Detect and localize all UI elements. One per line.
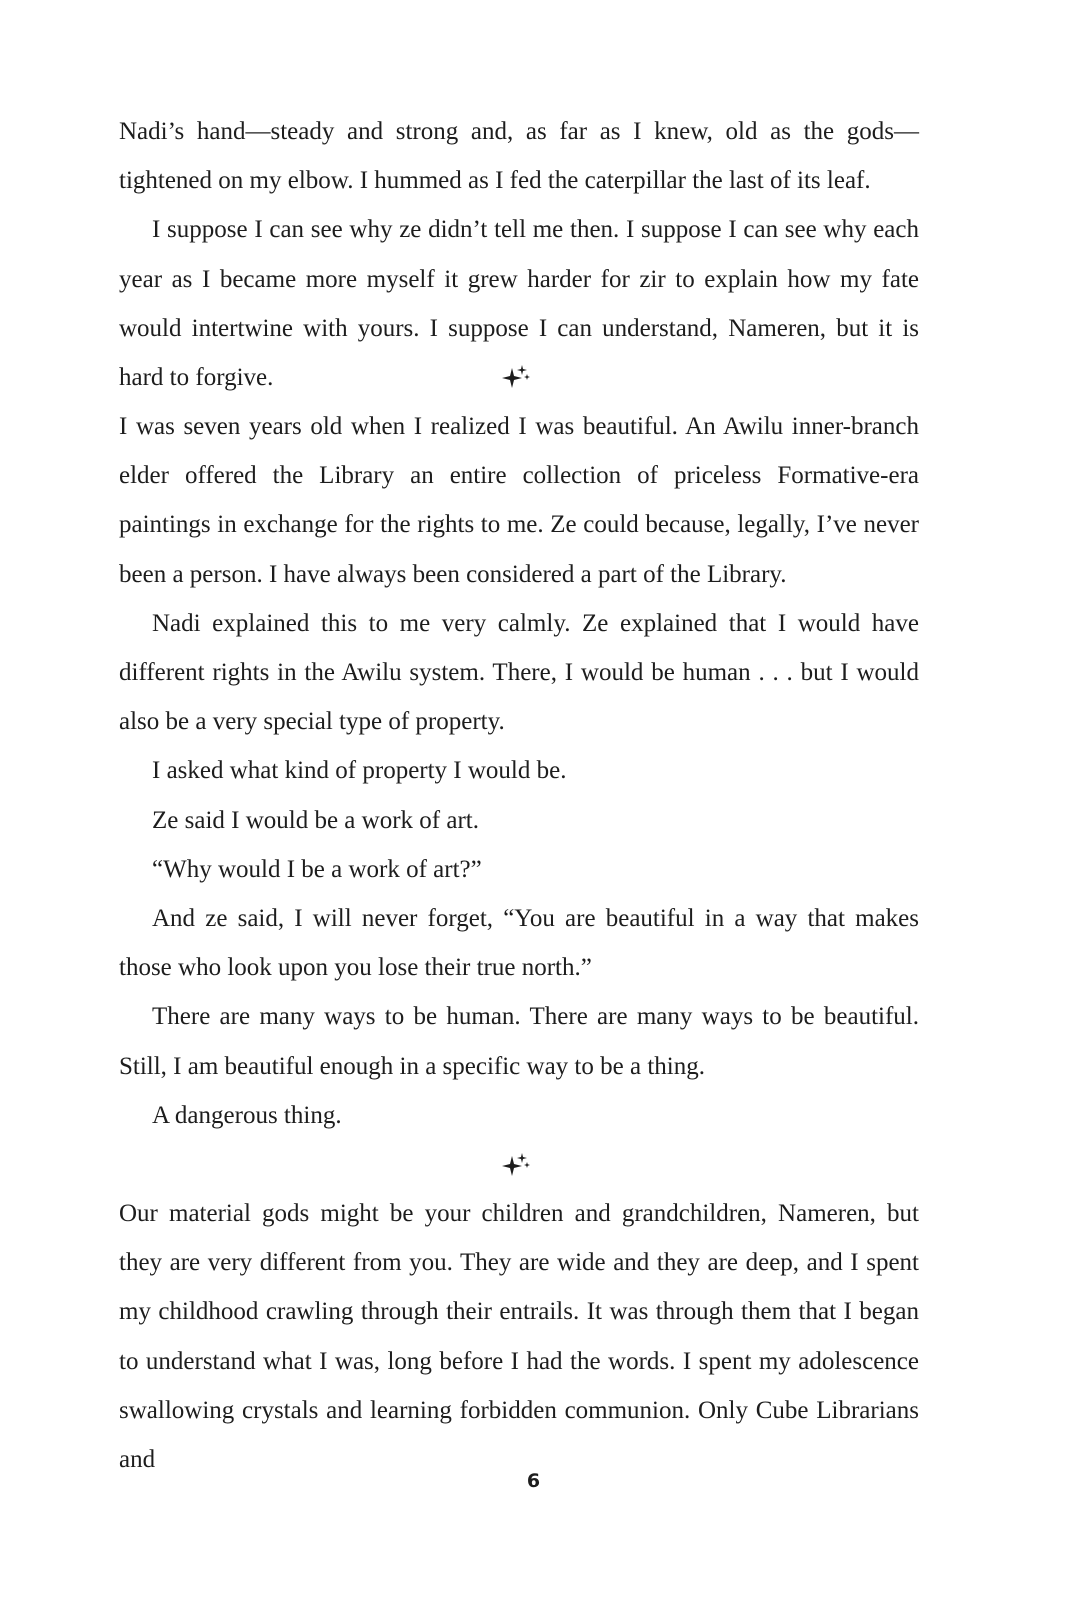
paragraph: I asked what kind of property I would be. [152, 757, 567, 785]
paragraph: And ze said, I will never forget, “You are beautiful in a way that makes those who look upon you lose their true north.” [119, 905, 919, 982]
paragraph: “Why would I be a work of art?” [152, 855, 482, 883]
page-number: 6 [526, 1470, 541, 1492]
section-two [119, 402, 919, 1140]
paragraph: Ze said I would be a work of art. [152, 806, 479, 834]
paragraph: Nadi explained this to me very calmly. Ze explained that I would have different rights in the Awilu system. There, I would be human . . . but I would also be a very special type of property. [119, 609, 919, 736]
section-one [119, 107, 919, 402]
section-three [119, 1189, 919, 1484]
paragraph: I was seven years old when I realized I was beautiful. An Awilu inner-branch elder offered the Library an entire collection of priceless Formative-era paintings in exchange for the rights to me. Ze could because, legally, I’ve never been a person. I have always been considered a part of the Library. [119, 413, 919, 588]
sparkle-ornament-icon [498, 1149, 532, 1179]
paragraph: Nadi’s hand—steady and strong and, as far as I knew, old as the gods—tightened on my elbow. I hummed as I fed the caterpillar the last of its leaf. [119, 118, 919, 195]
paragraph: There are many ways to be human. There are many ways to be beautiful. Still, I am beautiful enough in a specific way to be a thing. [119, 1003, 919, 1080]
paragraph: Our material gods might be your children and grandchildren, Nameren, but they are very different from you. They are wide and they are deep, and I spent my childhood crawling through their entrails. It was through them that I began to understand what I was, long before I had the words. I spent my adolescence swallowing crystals and learning forbidden communion. Only Cube Librarians and [119, 1200, 919, 1474]
paragraph: A dangerous thing. [152, 1101, 342, 1129]
paragraph: I suppose I can see why ze didn’t tell me then. I suppose I can see why each year as I became more myself it grew harder for zir to explain how my fate would intertwine with yours. I suppose I can understand, Nameren, but it is hard to forgive. [119, 216, 919, 392]
sparkle-ornament-icon [498, 361, 532, 391]
